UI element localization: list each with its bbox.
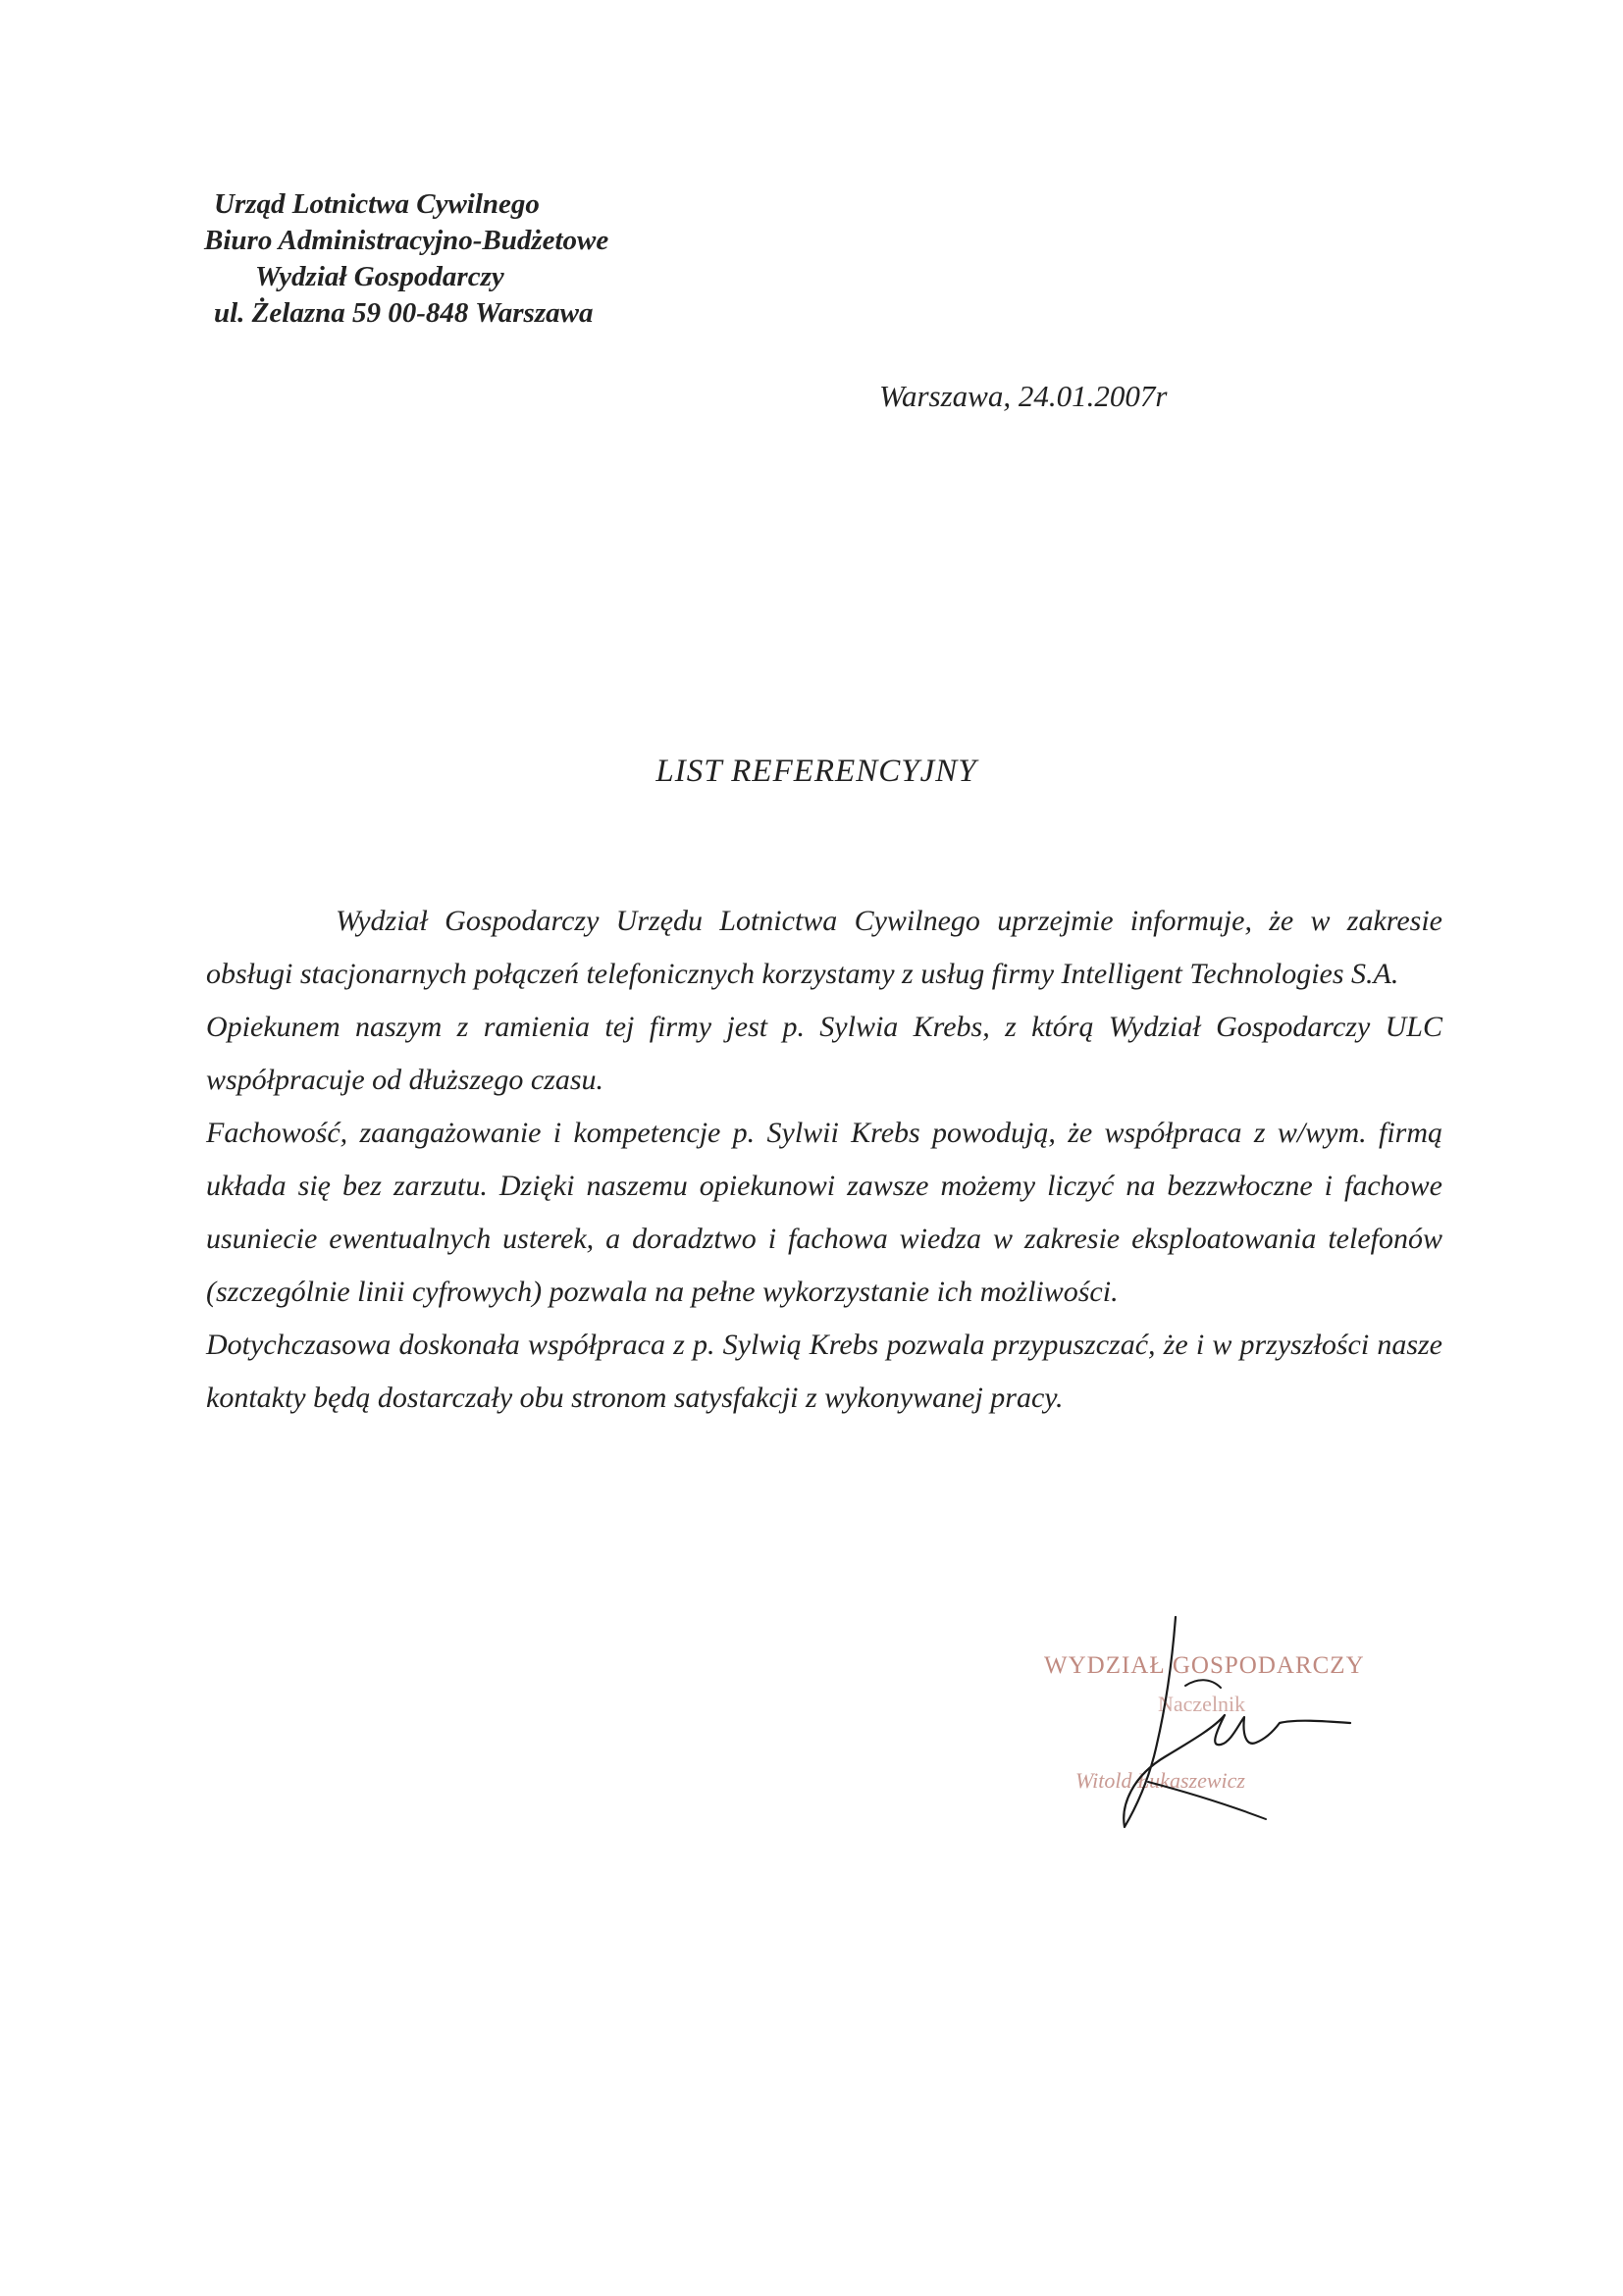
sender-institution: Urząd Lotnictwa Cywilnego bbox=[214, 188, 540, 220]
stamp-name: Witold Łukaszewicz bbox=[1075, 1768, 1245, 1793]
sender-bureau: Biuro Administracyjno-Budżetowe bbox=[204, 225, 609, 256]
stamp-department: WYDZIAŁ GOSPODARCZY bbox=[1044, 1652, 1365, 1679]
letter-date: Warszawa, 24.01.2007r bbox=[879, 379, 1168, 413]
sender-street-address: ul. Żelazna 59 00-848 Warszawa bbox=[214, 297, 594, 329]
sender-department: Wydział Gospodarczy bbox=[255, 261, 504, 292]
letter-body bbox=[206, 895, 1442, 1425]
sender-address-block bbox=[204, 186, 608, 332]
official-stamp bbox=[1038, 1609, 1391, 1835]
document-title-text: LIST REFERENCYJNY bbox=[655, 754, 977, 789]
handwritten-signature bbox=[1038, 1609, 1391, 1835]
body-paragraph-1: Wydział Gospodarczy Urzędu Lotnictwa Cywilnego uprzejmie informuje, że w zakresie obsługi stacjonarnych połączeń telefonicznych korzystamy z usług firmy Intelligent Technologies S.A. bbox=[206, 905, 1442, 990]
body-paragraph-4: Dotychczasowa doskonała współpraca z p. Sylwią Krebs pozwala przypuszczać, że i w przyszłości nasze kontakty będą dostarczały obu stronom satysfakcji z wykonywanej pracy. bbox=[206, 1329, 1442, 1414]
stamp-position: Naczelnik bbox=[1158, 1692, 1246, 1716]
document-title bbox=[0, 754, 1623, 790]
body-paragraph-2: Opiekunem naszym z ramienia tej firmy jest p. Sylwia Krebs, z którą Wydział Gospodarczy ULC współpracuje od dłuższego czasu. bbox=[206, 1011, 1442, 1096]
body-paragraph-3: Fachowość, zaangażowanie i kompetencje p. Sylwii Krebs powodują, że współpraca z w/wym. firmą układa się bez zarzutu. Dzięki naszemu opiekunowi zawsze możemy liczyć na bezzwłoczne i fachowe usuniecie ewentualnych usterek, a doradztwo i fachowa wiedza w zakresie eksploatowania telefonów (szczególnie linii cyfrowych) pozwala na pełne wykorzystanie ich możliwości. bbox=[206, 1117, 1442, 1308]
